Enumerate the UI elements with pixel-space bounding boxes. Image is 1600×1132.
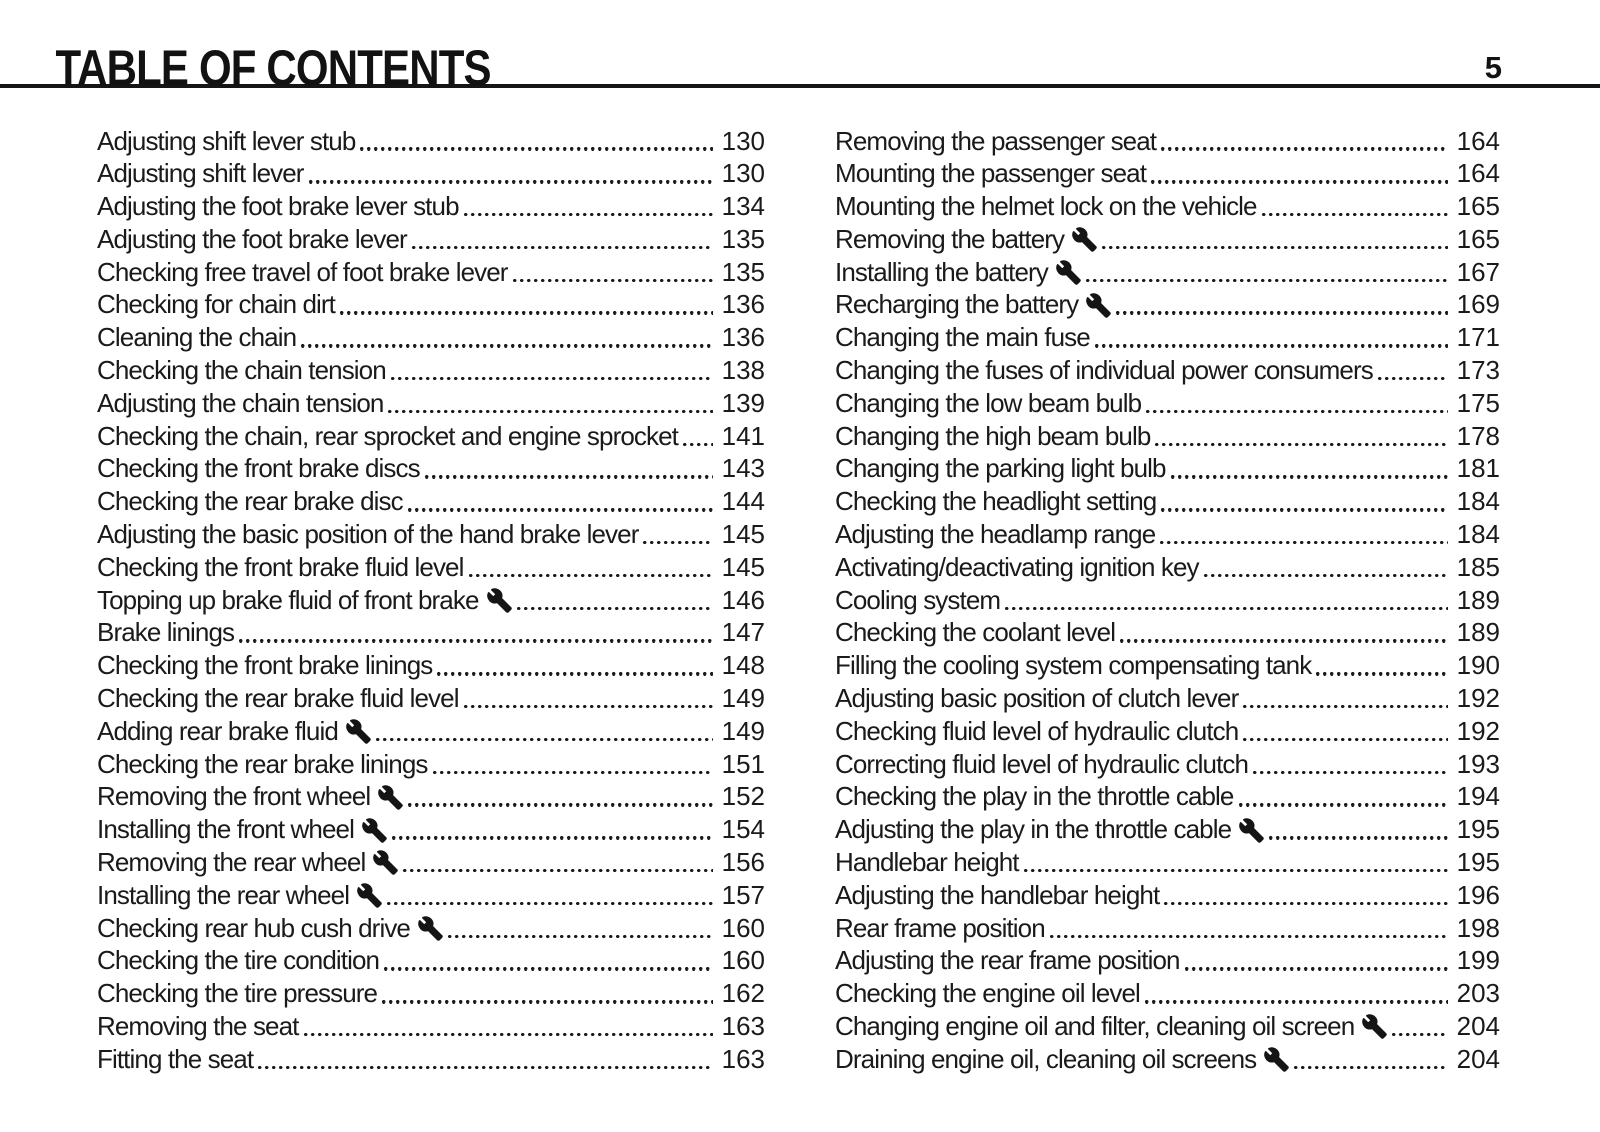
toc-entry-label: Removing the seat: [97, 1011, 299, 1042]
toc-entry: [97, 778, 765, 811]
toc-entry-page: 156: [721, 847, 765, 878]
toc-entry-page: 198: [1456, 912, 1500, 943]
toc-entry: [97, 1040, 765, 1073]
toc-entry: [97, 286, 765, 319]
toc-entry-label: Adjusting the foot brake lever stub: [97, 191, 459, 222]
dot-leader: [469, 574, 713, 577]
dot-leader: [1161, 508, 1447, 511]
toc-column-right: [835, 122, 1500, 1073]
toc-entry: [97, 319, 765, 352]
dot-leader: [683, 443, 713, 446]
toc-entry: [97, 450, 765, 483]
toc-entry: [97, 352, 765, 385]
toc-entry: [835, 352, 1500, 385]
toc-entry-page: 130: [721, 158, 765, 189]
toc-entry: [97, 614, 765, 647]
toc-entry: [835, 680, 1500, 713]
dot-leader: [1161, 147, 1447, 150]
toc-entry: [97, 909, 765, 942]
toc-entry-page: 199: [1456, 945, 1500, 976]
toc-entry: [97, 811, 765, 844]
dot-leader: [408, 803, 712, 806]
dot-leader: [1243, 738, 1447, 741]
toc-entry: [835, 188, 1500, 221]
toc-entry-label: Checking fluid level of hydraulic clutch: [835, 715, 1239, 746]
toc-entry-label: Installing the rear wheel: [97, 879, 350, 910]
toc-entry-page: 145: [721, 519, 765, 550]
toc-entry-page: 181: [1456, 453, 1500, 484]
toc-entry: [835, 712, 1500, 745]
dot-leader: [403, 869, 712, 872]
dot-leader: [1262, 213, 1448, 216]
toc-entry: [835, 319, 1500, 352]
toc-entry-label: Adjusting the basic position of the hand brake lever: [97, 519, 639, 550]
toc-entry-label: Recharging the battery: [835, 289, 1079, 320]
dot-leader: [425, 475, 713, 478]
toc-entry-page: 189: [1456, 617, 1500, 648]
toc-entry-label: Rear frame position: [835, 912, 1045, 943]
wrench-icon: [1056, 260, 1081, 285]
toc-entry-page: 136: [721, 322, 765, 353]
toc-entry-page: 143: [721, 453, 765, 484]
toc-entry-page: 192: [1456, 715, 1500, 746]
toc-entry-label: Checking for chain dirt: [97, 289, 335, 320]
toc-entry-label: Adjusting the chain tension: [97, 387, 384, 418]
toc-entry: [97, 483, 765, 516]
toc-entry: [835, 155, 1500, 188]
toc-entry-label: Removing the battery: [835, 223, 1065, 254]
toc-entry: [835, 909, 1500, 942]
toc-column-left: [97, 122, 765, 1073]
toc-entry-label: Checking the play in the throttle cable: [835, 781, 1234, 812]
toc-entry: [835, 384, 1500, 417]
toc-entry-page: 152: [721, 781, 765, 812]
toc-entry: [97, 647, 765, 680]
toc-entry-page: 160: [721, 945, 765, 976]
dot-leader: [1005, 607, 1447, 610]
toc-entry: [97, 975, 765, 1008]
toc-entry: [97, 253, 765, 286]
toc-entry-label: Adding rear brake fluid: [97, 715, 338, 746]
toc-entry: [97, 417, 765, 450]
toc-entry: [835, 614, 1500, 647]
toc-entry-page: 139: [721, 387, 765, 418]
dot-leader: [464, 705, 713, 708]
toc-entry: [97, 876, 765, 909]
dot-leader: [1095, 344, 1448, 347]
toc-entry: [835, 122, 1500, 155]
toc-entry-page: 189: [1456, 584, 1500, 615]
dot-leader: [408, 508, 713, 511]
toc-entry-label: Topping up brake fluid of front brake: [97, 584, 479, 615]
wrench-icon: [1362, 1014, 1387, 1039]
toc-entry: [835, 286, 1500, 319]
dot-leader: [1316, 672, 1447, 675]
toc-entry-page: 163: [721, 1043, 765, 1074]
toc-entry-label: Checking the headlight setting: [835, 486, 1157, 517]
toc-entry-page: 148: [721, 650, 765, 681]
wrench-icon: [418, 916, 443, 941]
toc-entry-page: 195: [1456, 814, 1500, 845]
dot-leader: [412, 246, 713, 249]
dot-leader: [1116, 311, 1447, 314]
toc-entry: [97, 516, 765, 549]
dot-leader: [1243, 705, 1447, 708]
toc-entry: [835, 450, 1500, 483]
toc-entry-page: 134: [721, 191, 765, 222]
page-header: [0, 0, 1600, 96]
dot-leader: [1024, 869, 1448, 872]
wrench-icon: [1086, 293, 1111, 318]
wrench-icon: [373, 850, 398, 875]
toc-entry-label: Mounting the helmet lock on the vehicle: [835, 191, 1257, 222]
toc-entry-label: Cleaning the chain: [97, 322, 297, 353]
toc-entry-page: 135: [721, 256, 765, 287]
toc-entry-page: 146: [721, 584, 765, 615]
dot-leader: [1102, 246, 1447, 249]
toc-entry-label: Activating/deactivating ignition key: [835, 551, 1199, 582]
dot-leader: [1253, 771, 1448, 774]
toc-entry: [835, 811, 1500, 844]
dot-leader: [376, 738, 713, 741]
toc-entry-page: 151: [721, 748, 765, 779]
toc-entry-page: 141: [721, 420, 765, 451]
toc-entry-page: 157: [721, 879, 765, 910]
toc-entry-label: Adjusting the headlamp range: [835, 519, 1156, 550]
toc-entry: [835, 647, 1500, 680]
toc-entry-page: 169: [1456, 289, 1500, 320]
toc-entry-label: Changing the high beam bulb: [835, 420, 1151, 451]
toc-entry-page: 190: [1456, 650, 1500, 681]
toc-entry: [835, 778, 1500, 811]
dot-leader: [1160, 541, 1447, 544]
wrench-icon: [1264, 1047, 1289, 1072]
dot-leader: [1378, 377, 1448, 380]
toc-entry-label: Removing the passenger seat: [835, 125, 1157, 156]
dot-leader: [1294, 1066, 1447, 1069]
dot-leader: [340, 311, 713, 314]
dot-leader: [1164, 902, 1447, 905]
toc-entry: [835, 844, 1500, 877]
toc-entry: [835, 516, 1500, 549]
wrench-icon: [1239, 818, 1264, 843]
toc-entry-label: Checking the rear brake linings: [97, 748, 428, 779]
toc-entry-page: 164: [1456, 158, 1500, 189]
toc-entry-page: 185: [1456, 551, 1500, 582]
toc-entry-label: Adjusting the foot brake lever: [97, 223, 407, 254]
toc-entry-label: Adjusting basic position of clutch lever: [835, 683, 1239, 714]
toc-entry-label: Adjusting shift lever stub: [97, 125, 356, 156]
toc-entry-label: Removing the front wheel: [97, 781, 371, 812]
toc-entry-label: Checking the front brake linings: [97, 650, 433, 681]
toc-entry-page: 144: [721, 486, 765, 517]
dot-leader: [304, 1033, 713, 1036]
toc-entry-page: 149: [721, 715, 765, 746]
dot-leader: [464, 213, 713, 216]
toc-entry-page: 195: [1456, 847, 1500, 878]
dot-leader: [384, 967, 713, 970]
dot-leader: [1392, 1033, 1447, 1036]
toc-entry-page: 204: [1456, 1043, 1500, 1074]
dot-leader: [239, 639, 712, 642]
dot-leader: [513, 279, 713, 282]
toc-entry-label: Checking free travel of foot brake lever: [97, 256, 508, 287]
toc-entry-page: 163: [721, 1011, 765, 1042]
toc-entry-page: 204: [1456, 1011, 1500, 1042]
dot-leader: [448, 935, 713, 938]
toc-entry-page: 147: [721, 617, 765, 648]
toc-entry: [97, 384, 765, 417]
toc-entry: [97, 188, 765, 221]
toc-entry-page: 178: [1456, 420, 1500, 451]
toc-entry-label: Checking the coolant level: [835, 617, 1116, 648]
dot-leader: [1086, 279, 1448, 282]
toc-entry: [835, 876, 1500, 909]
toc-entry-page: 194: [1456, 781, 1500, 812]
dot-leader: [433, 771, 713, 774]
dot-leader: [309, 180, 713, 183]
toc-entry-page: 130: [721, 125, 765, 156]
dot-leader: [360, 147, 712, 150]
dot-leader: [391, 377, 713, 380]
dot-leader: [1269, 836, 1447, 839]
toc-entry-page: 164: [1456, 125, 1500, 156]
dot-leader: [1204, 574, 1448, 577]
toc-entry: [97, 1008, 765, 1041]
dot-leader: [1239, 803, 1448, 806]
toc-entry-label: Installing the battery: [835, 256, 1048, 287]
toc-entry-page: 136: [721, 289, 765, 320]
toc-entry-label: Checking the engine oil level: [835, 978, 1140, 1009]
page-number: 5: [1484, 50, 1502, 85]
dot-leader: [1155, 443, 1447, 446]
page-title: TABLE OF CONTENTS: [55, 40, 491, 96]
toc-entry-page: 203: [1456, 978, 1500, 1009]
toc-entry: [97, 155, 765, 188]
toc-entry-label: Adjusting shift lever: [97, 158, 304, 189]
toc-entry-label: Checking the front brake discs: [97, 453, 420, 484]
toc-entry-page: 192: [1456, 683, 1500, 714]
toc-entry: [97, 844, 765, 877]
toc-entry-page: 173: [1456, 355, 1500, 386]
toc-entry-page: 135: [721, 223, 765, 254]
toc-entry: [835, 975, 1500, 1008]
toc-entry-page: 154: [721, 814, 765, 845]
dot-leader: [258, 1066, 712, 1069]
dot-leader: [387, 902, 713, 905]
dot-leader: [1151, 180, 1448, 183]
toc-entry-label: Changing the main fuse: [835, 322, 1090, 353]
toc-entry-page: 184: [1456, 486, 1500, 517]
toc-entry: [835, 253, 1500, 286]
toc-entry-label: Checking the tire pressure: [97, 978, 378, 1009]
wrench-icon: [346, 719, 371, 744]
toc-entry: [835, 745, 1500, 778]
toc-entry-label: Filling the cooling system compensating tank: [835, 650, 1312, 681]
toc-entry-page: 167: [1456, 256, 1500, 287]
toc-entry-label: Handlebar height: [835, 847, 1019, 878]
toc-entry: [97, 122, 765, 155]
toc-entry-page: 175: [1456, 387, 1500, 418]
toc-entry-label: Draining engine oil, cleaning oil screens: [835, 1043, 1257, 1074]
toc-entry-label: Adjusting the play in the throttle cable: [835, 814, 1232, 845]
toc-entry-label: Checking the chain, rear sprocket and engine sprocket: [97, 420, 678, 451]
dot-leader: [1145, 1000, 1448, 1003]
toc-entry-page: 196: [1456, 879, 1500, 910]
dot-leader: [1146, 410, 1447, 413]
dot-leader: [388, 410, 712, 413]
toc-entry-label: Checking the tire condition: [97, 945, 380, 976]
toc-entry-label: Adjusting the handlebar height: [835, 879, 1160, 910]
toc-entry: [97, 712, 765, 745]
dot-leader: [301, 344, 712, 347]
toc-entry-label: Adjusting the rear frame position: [835, 945, 1180, 976]
toc-entry-label: Changing engine oil and filter, cleaning oil screen: [835, 1011, 1355, 1042]
toc-entry-label: Fitting the seat: [97, 1043, 254, 1074]
toc-entry: [97, 745, 765, 778]
toc-entry: [97, 942, 765, 975]
dot-leader: [517, 607, 713, 610]
toc-entry-page: 145: [721, 551, 765, 582]
toc-entry-label: Checking the rear brake disc: [97, 486, 403, 517]
toc-entry: [835, 942, 1500, 975]
toc-entry: [835, 220, 1500, 253]
toc-entry: [97, 220, 765, 253]
wrench-icon: [357, 883, 382, 908]
toc-entry: [835, 417, 1500, 450]
toc-entry-label: Checking the front brake fluid level: [97, 551, 464, 582]
toc-entry-page: 138: [721, 355, 765, 386]
toc-entry: [835, 483, 1500, 516]
dot-leader: [382, 1000, 713, 1003]
toc-entry-page: 160: [721, 912, 765, 943]
toc-entry: [97, 581, 765, 614]
toc-entry-label: Checking rear hub cush drive: [97, 912, 410, 943]
toc-entry-label: Changing the low beam bulb: [835, 387, 1142, 418]
toc-entry: [835, 548, 1500, 581]
toc-entry-label: Brake linings: [97, 617, 235, 648]
wrench-icon: [1072, 227, 1097, 252]
dot-leader: [1185, 967, 1448, 970]
dot-leader: [643, 541, 712, 544]
dot-leader: [392, 836, 713, 839]
toc-entry: [97, 548, 765, 581]
toc-entry-page: 184: [1456, 519, 1500, 550]
wrench-icon: [378, 785, 403, 810]
toc-entry-page: 165: [1456, 191, 1500, 222]
wrench-icon: [487, 588, 512, 613]
toc-entry-page: 149: [721, 683, 765, 714]
toc-entry-label: Checking the chain tension: [97, 355, 386, 386]
toc-entry-page: 171: [1456, 322, 1500, 353]
toc-entry-label: Checking the rear brake fluid level: [97, 683, 459, 714]
toc-entry-label: Installing the front wheel: [97, 814, 354, 845]
toc-entry: [835, 1008, 1500, 1041]
toc-entry-label: Correcting fluid level of hydraulic clutch: [835, 748, 1249, 779]
toc-columns: [97, 122, 1600, 1073]
toc-entry: [835, 581, 1500, 614]
toc-entry: [97, 680, 765, 713]
dot-leader: [1171, 475, 1448, 478]
toc-entry: [835, 1040, 1500, 1073]
toc-entry-page: 193: [1456, 748, 1500, 779]
dot-leader: [1050, 935, 1448, 938]
toc-entry-label: Mounting the passenger seat: [835, 158, 1147, 189]
dot-leader: [437, 672, 712, 675]
toc-entry-label: Changing the parking light bulb: [835, 453, 1166, 484]
toc-entry-label: Removing the rear wheel: [97, 847, 366, 878]
toc-entry-page: 165: [1456, 223, 1500, 254]
dot-leader: [1120, 639, 1447, 642]
wrench-icon: [362, 818, 387, 843]
toc-entry-label: Changing the fuses of individual power consumers: [835, 355, 1373, 386]
toc-entry-page: 162: [721, 978, 765, 1009]
toc-entry-label: Cooling system: [835, 584, 1001, 615]
